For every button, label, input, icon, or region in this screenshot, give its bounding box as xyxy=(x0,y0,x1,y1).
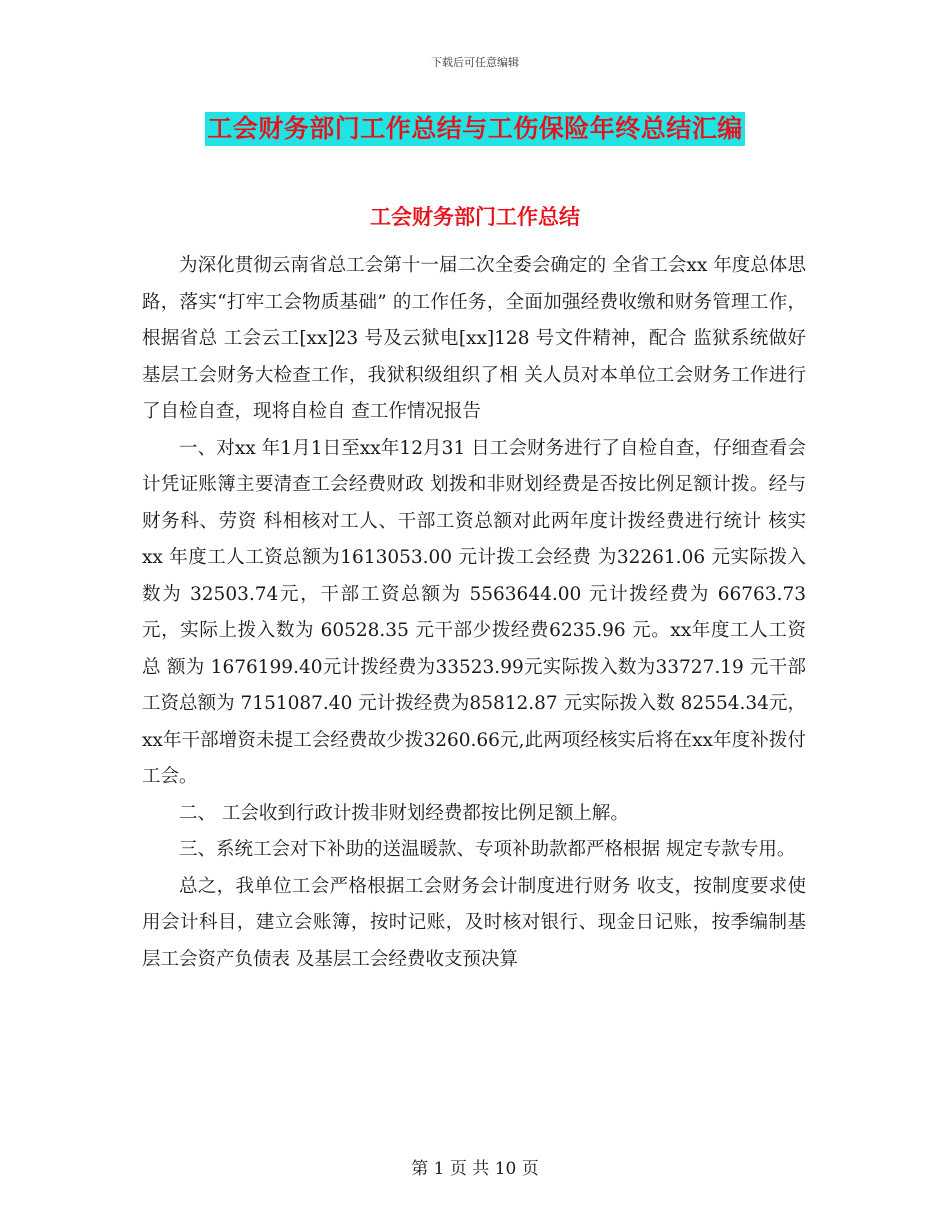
section-title: 工会财务部门工作总结 xyxy=(370,204,580,229)
paragraph-intro: 为深化贯彻云南省总工会第十一届二次全委会确定的 全省工会xx 年度总体思路，落实“打牢工会物质基础” 的工作任务，全面加强经费收缴和财务管理工作，根据省总 工会云工[xx]23 号及云狱电[xx]128 号文件精神，配合 监狱系统做好基层工会财务大检查工作，我狱积级组织了相 关人员对本单位工会财务工作进行了自检自查，现将自检自 查工作情况报告 xyxy=(142,255,806,422)
paragraph-summary: 总之，我单位工会严格根据工会财务会计制度进行财务 收支，按制度要求使用会计科目，建立会账簿，按时记账，及时核对银行、现金日记账，按季编制基层工会资产负债表 及基层工会经费收支预决算 xyxy=(142,875,806,970)
page-header-note: 下载后可任意编辑 xyxy=(431,56,519,69)
paragraph-item-2: 二、 工会收到行政计拨非财划经费都按比例足额上解。 xyxy=(179,802,629,824)
paragraph-item-1: 一、对xx 年1月1日至xx年12月31 日工会财务进行了自检自查，仔细查看会计凭证账簿主要清查工会经费财政 划拨和非财划经费是否按比例足额计拨。经与财务科、劳资 科相核对工人、干部工资总额对此两年度计拨经费进行统计 核实 xx 年度工人工资总额为1613053.00 元计拨工会经费 为32261.06 元实际拨入数为 32503.74元，干部工资总额为 5563644.00 元计拨经费为 66763.73 元，实际上拨入数为 60528.35 元干部少拨经费6235.96 元。xx年度工人工资总 额为 1676199.40元计拨经费为33523.99元实际拨入数为33727.19 元干部工资总额为 7151087.40 元计拨经费为85812.87 元实际拨入数 82554.34元，xx年干部增资未提工会经费故少拨3260.66元,此两项经核实后将在xx年度补拨付工会。 xyxy=(142,437,806,787)
paragraph-item-3: 三、系统工会对下补助的送温暖款、专项补助款都严格根据 规定专款专用。 xyxy=(179,839,796,860)
document-body xyxy=(142,248,806,978)
main-title-container xyxy=(0,112,950,146)
page-number-footer: 第 1 页 共 10 页 xyxy=(411,1159,539,1179)
document-title: 工会财务部门工作总结与工伤保险年终总结汇编 xyxy=(205,112,745,146)
